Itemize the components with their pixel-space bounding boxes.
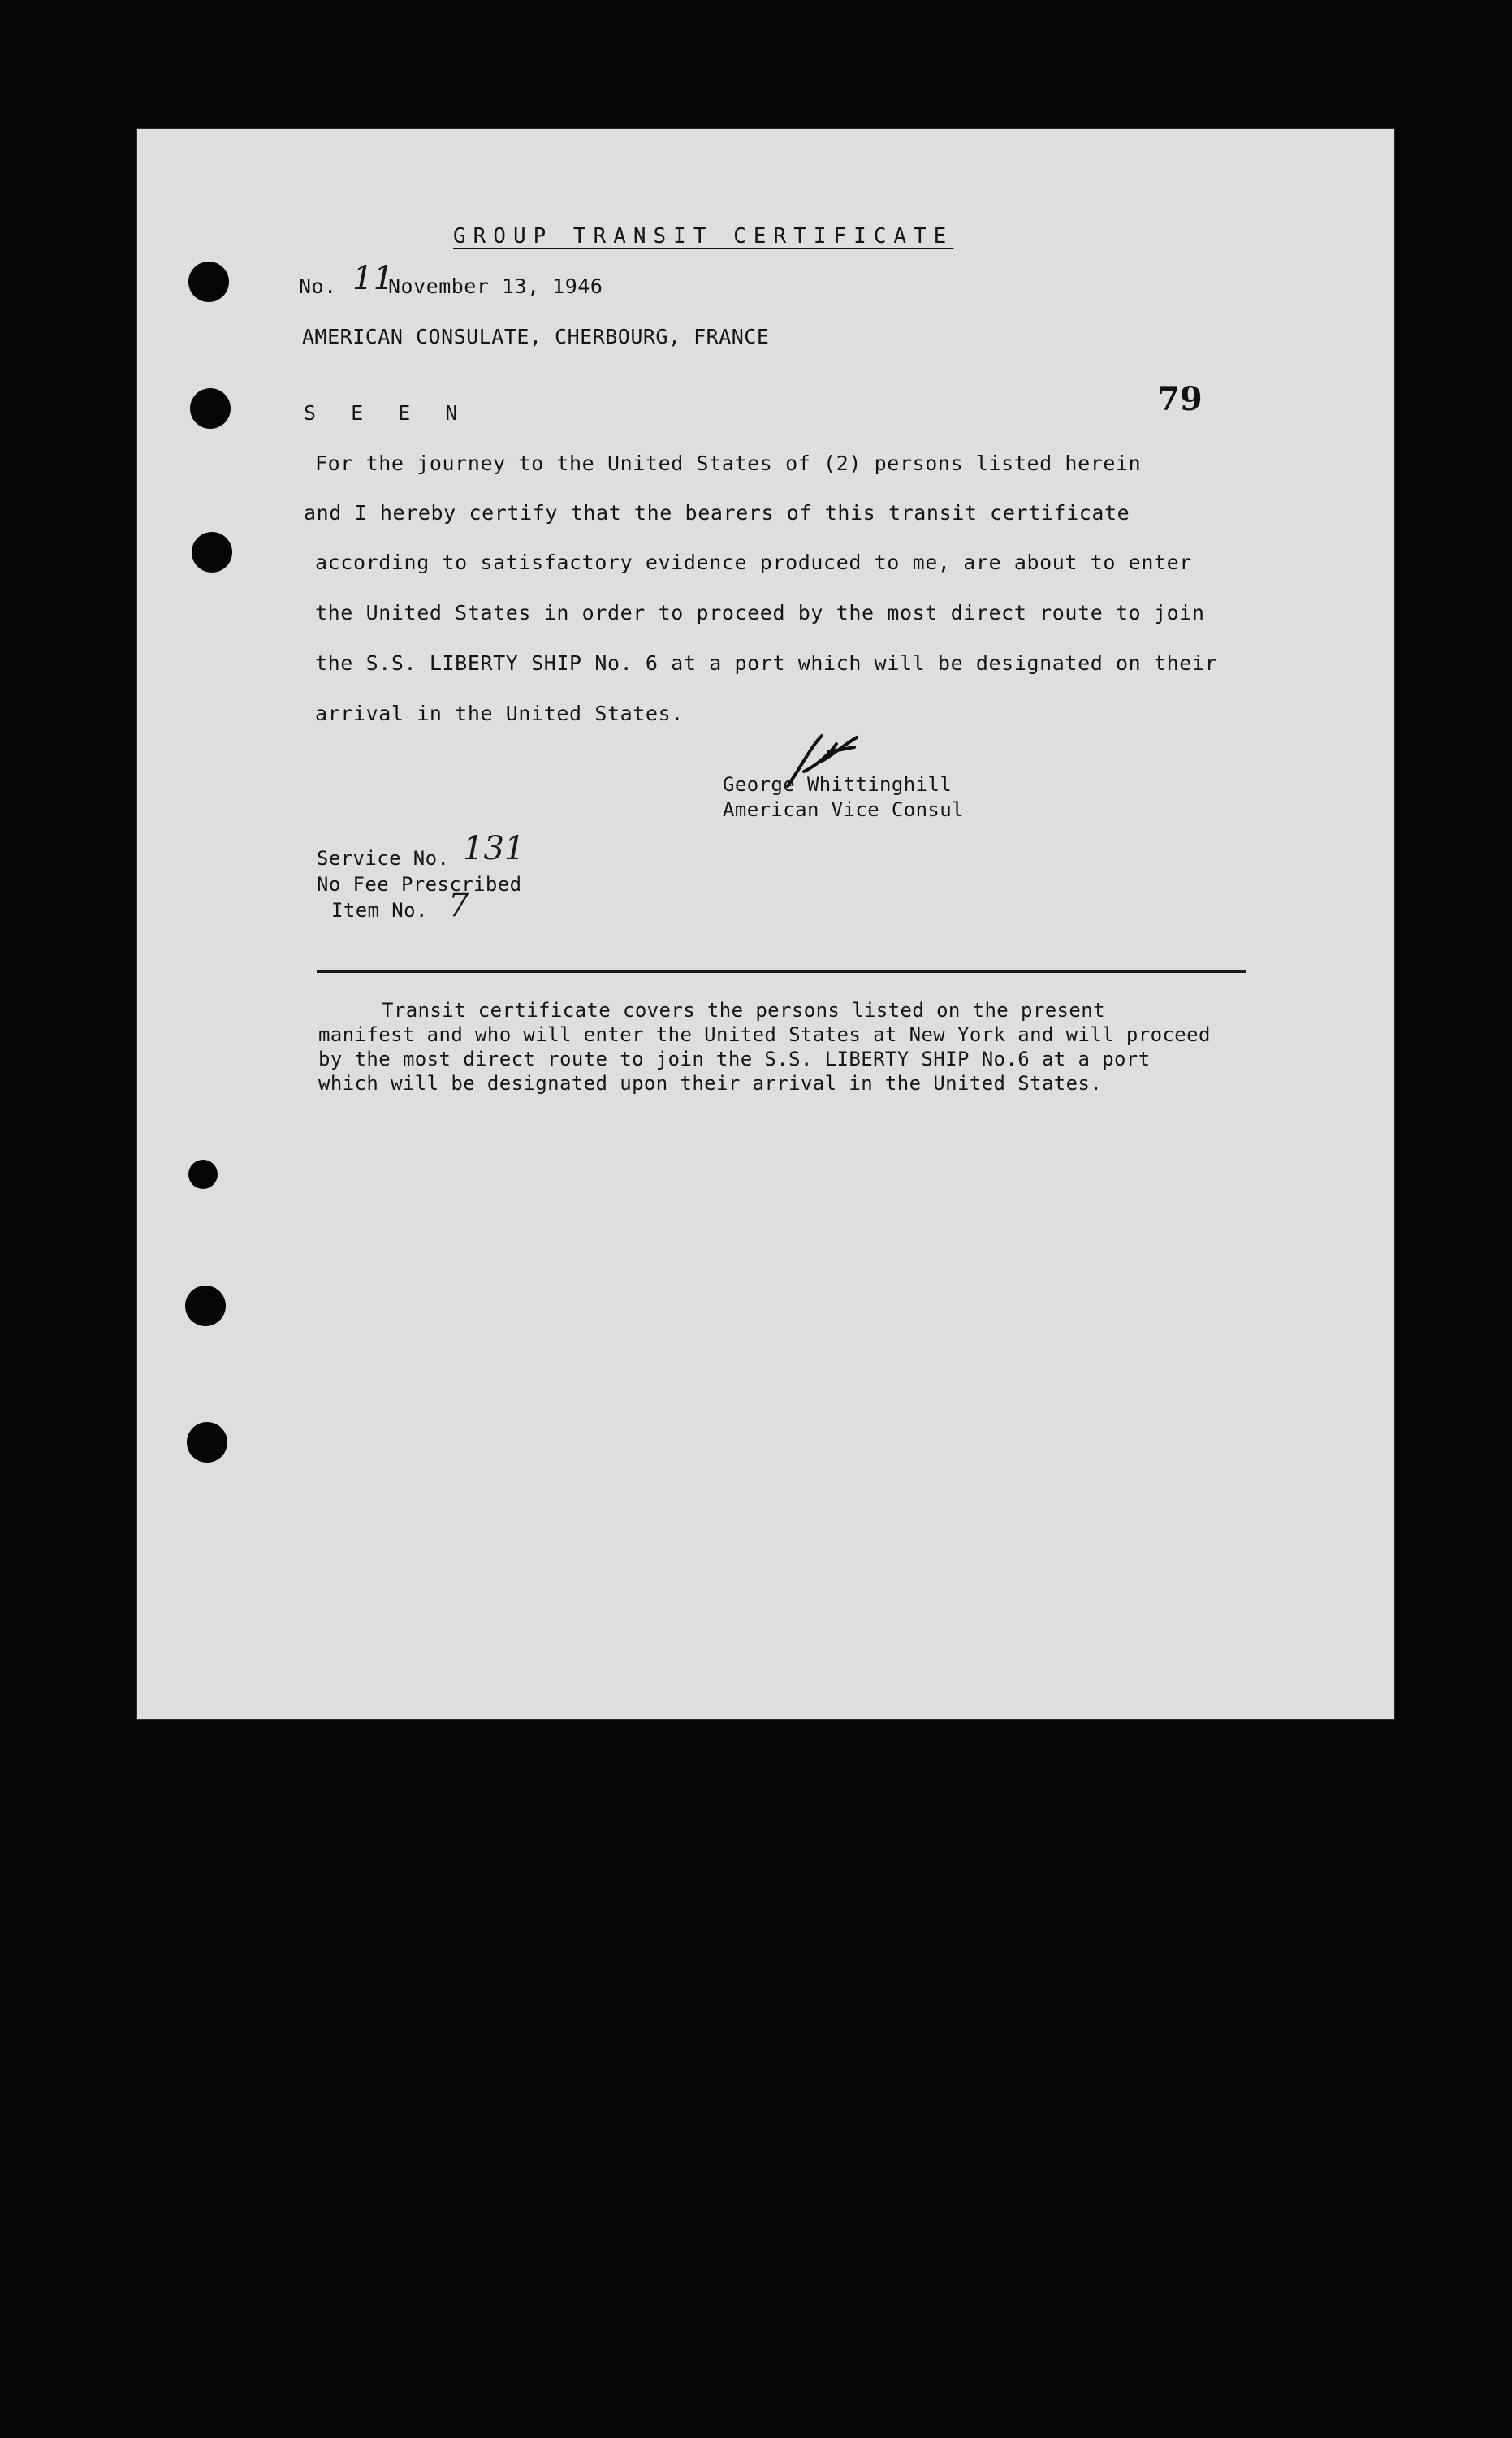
certificate-title: GROUP TRANSIT CERTIFICATE [453, 224, 954, 249]
body-line: arrival in the United States. [315, 702, 684, 725]
item-number-handwritten: 7 [448, 887, 469, 924]
note-line: by the most direct route to join the S.S. LIBERTY SHIP No.6 at a port [318, 1048, 1151, 1070]
note-line: which will be designated upon their arrival in the United States. [318, 1072, 1103, 1095]
service-number-handwritten: 131 [463, 830, 525, 867]
signer-title: American Vice Consul [723, 798, 964, 821]
body-line: the United States in order to proceed by the most direct route to join [315, 601, 1205, 625]
punch-hole [188, 262, 229, 302]
punch-hole [185, 1286, 226, 1326]
note-line: manifest and who will enter the United States at New York and will proceed [318, 1023, 1211, 1046]
body-line: and I hereby certify that the bearers of this transit certificate [304, 501, 1130, 525]
consulate-line: AMERICAN CONSULATE, CHERBOURG, FRANCE [302, 325, 770, 348]
item-number-label: Item No. [331, 899, 428, 922]
punch-hole [188, 1160, 218, 1189]
punch-hole [187, 1422, 227, 1463]
body-line: according to satisfactory evidence produced to me, are about to enter [315, 551, 1192, 574]
certificate-sheet [136, 128, 1395, 1720]
body-line: the S.S. LIBERTY SHIP No. 6 at a port which will be designated on their [315, 651, 1218, 675]
punch-hole [192, 532, 232, 573]
certificate-number-label: No. [299, 274, 337, 298]
punch-hole [190, 388, 231, 429]
certificate-date: November 13, 1946 [388, 274, 603, 298]
seen-heading: S E E N [304, 401, 469, 425]
service-number-label: Service No. [317, 847, 450, 870]
body-line: For the journey to the United States of (2) persons listed herein [315, 452, 1142, 475]
page-number: 79 [1157, 380, 1203, 418]
note-line: Transit certificate covers the persons listed on the present [382, 999, 1105, 1022]
signer-name: George Whittinghill [723, 773, 953, 796]
divider-line [317, 970, 1246, 973]
certificate-number-handwritten: 11 [352, 260, 394, 297]
fee-line: No Fee Prescribed [317, 873, 522, 896]
